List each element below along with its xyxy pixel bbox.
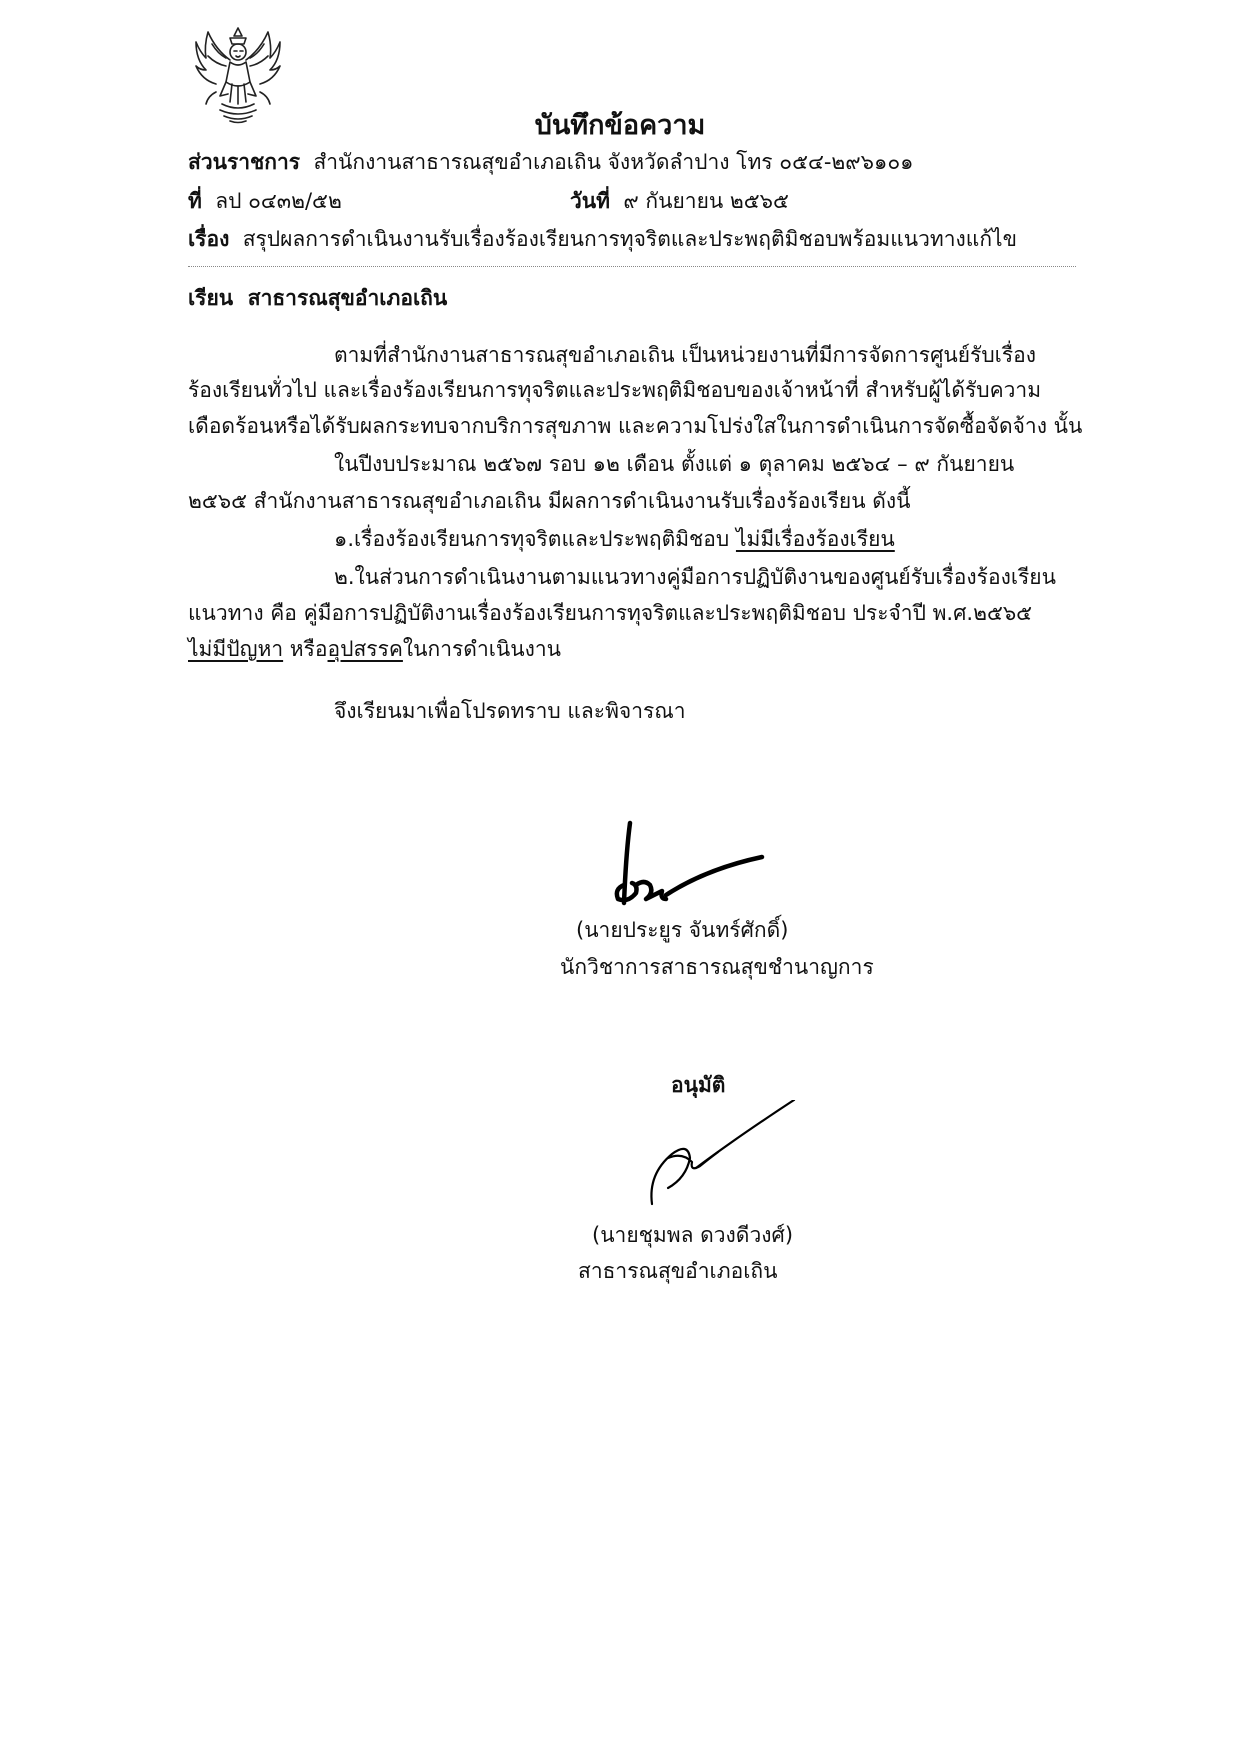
reference-label: ที่ [188, 189, 202, 213]
reference-value: ลป ๐๔๓๒/๕๒ [215, 189, 342, 213]
document-title: บันทึกข้อความ [534, 110, 706, 141]
addressee-row [188, 283, 447, 313]
subject-row [188, 224, 1017, 254]
date-row [570, 186, 789, 216]
handwritten-signature-icon [640, 1100, 800, 1210]
agency-label: ส่วนราชการ [188, 150, 301, 174]
paragraph-2-line-2: ๒๕๖๕ สำนักงานสาธารณสุขอำเภอเถิน มีผลการดำเนินงานรับเรื่องร้องเรียน ดังนี้ [188, 489, 911, 513]
addressee-label: เรียน [188, 286, 234, 310]
agency-value: สำนักงานสาธารณสุขอำเภอเถิน จังหวัดลำปาง โทร ๐๕๔-๒๙๖๑๐๑ [313, 150, 914, 174]
item-2-line-3 [188, 634, 561, 664]
handwritten-signature-icon [600, 815, 770, 910]
date-label: วันที่ [570, 189, 610, 213]
approver-name: (นายชุมพล ดวงดีวงศ์) [592, 1223, 794, 1247]
reference-row [188, 186, 342, 216]
subject-label: เรื่อง [188, 227, 230, 251]
closing-text: จึงเรียนมาเพื่อโปรดทราบ และพิจารณา [334, 699, 686, 723]
paragraph-2-line-1: ในปีงบประมาณ ๒๕๖๗ รอบ ๑๒ เดือน ตั้งแต่ ๑ ตุลาคม ๒๕๖๔ – ๙ กันยายน [334, 452, 1015, 476]
item-1 [334, 524, 895, 554]
agency-row [188, 147, 913, 177]
obstacle-text: อุปสรรค [327, 637, 403, 661]
paragraph-1-line-1: ตามที่สำนักงานสาธารณสุขอำเภอเถิน เป็นหน่วยงานที่มีการจัดการศูนย์รับเรื่อง [334, 343, 1036, 367]
paragraph-1-line-3: เดือดร้อนหรือได้รับผลกระทบจากบริการสุขภาพ และความโปร่งใสในการดำเนินการจัดซื้อจัดจ้าง นั้น [188, 414, 1083, 438]
signer-position: นักวิชาการสาธารณสุขชำนาญการ [560, 955, 874, 979]
item-2-tail: ในการดำเนินงาน [402, 637, 562, 661]
approval-label: อนุมัติ [671, 1073, 726, 1097]
header-divider [188, 266, 1076, 267]
addressee-value: สาธารณสุขอำเภอเถิน [247, 286, 448, 310]
item-1-text: ๑.เรื่องร้องเรียนการทุจริตและประพฤติมิชอบ [334, 527, 736, 551]
subject-value: สรุปผลการดำเนินงานรับเรื่องร้องเรียนการทุจริตและประพฤติมิชอบพร้อมแนวทางแก้ไข [242, 227, 1017, 251]
item-2-line-2: แนวทาง คือ คู่มือการปฏิบัติงานเรื่องร้องเรียนการทุจริตและประพฤติมิชอบ ประจำปี พ.ศ.๒๕๖๕ [188, 601, 1033, 625]
date-value: ๙ กันยายน ๒๕๖๕ [623, 189, 789, 213]
or-text: หรือ [283, 637, 328, 661]
approver-position: สาธารณสุขอำเภอเถิน [578, 1259, 778, 1283]
no-problem-text: ไม่มีปัญหา [188, 637, 284, 661]
item-2-line-1: ๒.ในส่วนการดำเนินงานตามแนวทางคู่มือการปฏิบัติงานของศูนย์รับเรื่องร้องเรียน [334, 565, 1056, 589]
paragraph-1-line-2: ร้องเรียนทั่วไป และเรื่องร้องเรียนการทุจริตและประพฤติมิชอบของเจ้าหน้าที่ สำหรับผู้ได้รับความ [188, 378, 1042, 402]
signer-name: (นายประยูร จันทร์ศักดิ์) [576, 918, 789, 942]
item-1-result: ไม่มีเรื่องร้องเรียน [735, 527, 895, 551]
